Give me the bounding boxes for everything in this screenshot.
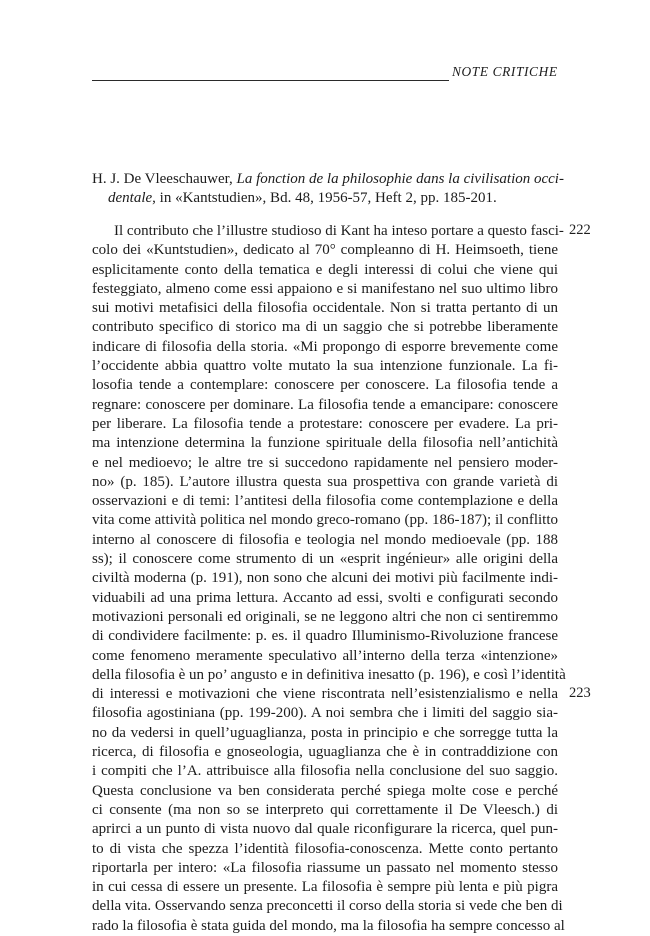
body-line: i compiti che l’A. attribuisce alla filosofia nella conclusione del suo saggio. — [92, 763, 558, 780]
body-line: contributo specifico di storico ma di un saggio che si potrebbe liberamente — [92, 319, 558, 336]
body-line: rado la filosofia è stata guida del mondo, ma la filosofia ha sempre concesso al — [92, 917, 565, 934]
body-line: viduabili ad una prima lettura. Accanto ad essi, svolti e configurati secondo — [92, 589, 558, 606]
body-line: civiltà moderna (p. 191), non sono che alcuni dei motivi più facilmente indi- — [92, 570, 558, 587]
margin-page-number: 222 — [569, 222, 591, 238]
body-line: ricerca, di filosofia e gnoseologia, uguaglianza che è in contraddizione con — [92, 744, 558, 761]
body-line: in cui cessa di essere un presente. La filosofia è sempre più lenta e più pigra — [92, 879, 558, 896]
body-line: festeggiato, almeno come essi appaiono e si manifestano nel suo ultimo libro — [92, 280, 558, 297]
body-line: come fenomeno meramente speculativo all’interno della terza «intenzione» — [92, 647, 558, 664]
body-line: filosofia agostiniana (pp. 199-200). A noi sembra che i limiti del saggio sia- — [92, 705, 558, 722]
body-line: indicare di filosofia della storia. «Mi propongo di esporre brevemente come — [92, 338, 558, 355]
body-line: vita come attività politica nel mondo greco-romano (pp. 186-187); il conflitto — [92, 512, 558, 529]
body-line: aprirci a un punto di vista nuovo dal quale riconfigurare la ricerca, quel pun- — [92, 821, 558, 838]
body-line: Il contributo che l’illustre studioso di Kant ha inteso portare a questo fasci- — [114, 223, 564, 239]
body-line: osservazioni e di temi: l’antitesi della filosofia come contemplazione e della — [92, 493, 558, 510]
review-body — [92, 222, 566, 936]
body-line: losofia tende a contemplare: conoscere per conoscere. La filosofia tende a — [92, 377, 558, 394]
body-line: regnare: conoscere per dominare. La filosofia tende a emancipare: conoscere — [92, 396, 558, 413]
body-line: ma intenzione determina la funzione spirituale della filosofia nell’antichità — [92, 435, 558, 452]
body-line: no» (p. 185). L’autore illustra questa sua prospettiva con grande varietà di — [92, 473, 558, 490]
body-line: della filosofia è un po’ angusto e in definitiva inesatto (p. 196), e così l’identità — [92, 666, 566, 683]
citation-line-1 — [92, 170, 564, 189]
body-line: no da vedersi in quell’uguaglianza, posta in principio e che sorregge tutta la — [92, 724, 558, 741]
citation-line-2 — [92, 189, 558, 208]
body-line: ss); il conoscere come strumento di un «esprit ingénieur» alle origini della — [92, 551, 558, 568]
body-line: esplicitamente conto della tematica e degli interessi di colui che viene qui — [92, 261, 558, 278]
citation-title-part-2: dentale — [108, 190, 153, 207]
body-line: interno al conoscere di filosofia e teologia nel mondo medioevale (pp. 188 — [92, 531, 558, 548]
citation-title-part-1: La fonction de la philosophie dans la civilisation occi- — [236, 171, 564, 187]
body-line: Questa conclusione va ben considerata perché spiega molte cose e perché — [92, 782, 558, 799]
bibliographic-citation — [92, 170, 564, 209]
body-line: della vita. Osservando senza preconcetti il corso della storia si vede che ben di — [92, 898, 563, 915]
body-line: ci consente (ma non so se interpreto qui correttamente il De Vleesch.) di — [92, 801, 558, 818]
body-line: to di vista che spezza l’identità filosofia-conoscenza. Mette conto pertanto — [92, 840, 558, 857]
body-line: di condividere facilmente: p. es. il quadro Illuminismo-Rivoluzione francese — [92, 628, 558, 645]
margin-page-number: 223 — [569, 685, 591, 701]
body-line: di interessi e motivazioni che viene riscontrata nell’esistenzialismo e nella — [92, 686, 558, 703]
body-line: e nel medioevo; le altre tre si succedono rapidamente nel pensiero moder- — [92, 454, 558, 471]
body-line: per liberare. La filosofia tende a protestare: conoscere per evadere. La pri- — [92, 415, 558, 432]
citation-author: H. J. De Vleeschauwer, — [92, 171, 237, 187]
header-rule — [92, 80, 449, 81]
body-line: l’occidente abbia quattro volte mutato la sua intenzione funzionale. La fi- — [92, 358, 558, 375]
body-line: motivazioni personali ed originali, se ne leggono altri che non ci sentiremmo — [92, 608, 558, 625]
citation-details: , in «Kantstudien», Bd. 48, 1956-57, Heft 2, pp. 185-201. — [152, 190, 497, 207]
body-line: sui motivi metafisici della filosofia occidentale. Non si tratta pertanto di un — [92, 300, 558, 317]
running-header: NOTE CRITICHE — [452, 64, 558, 79]
body-line: riportarla per intero: «La filosofia riassume un passato nel momento stesso — [92, 859, 558, 876]
body-line: colo dei «Kuntstudien», dedicato al 70° compleanno di H. Heimsoeth, tiene — [92, 242, 558, 259]
